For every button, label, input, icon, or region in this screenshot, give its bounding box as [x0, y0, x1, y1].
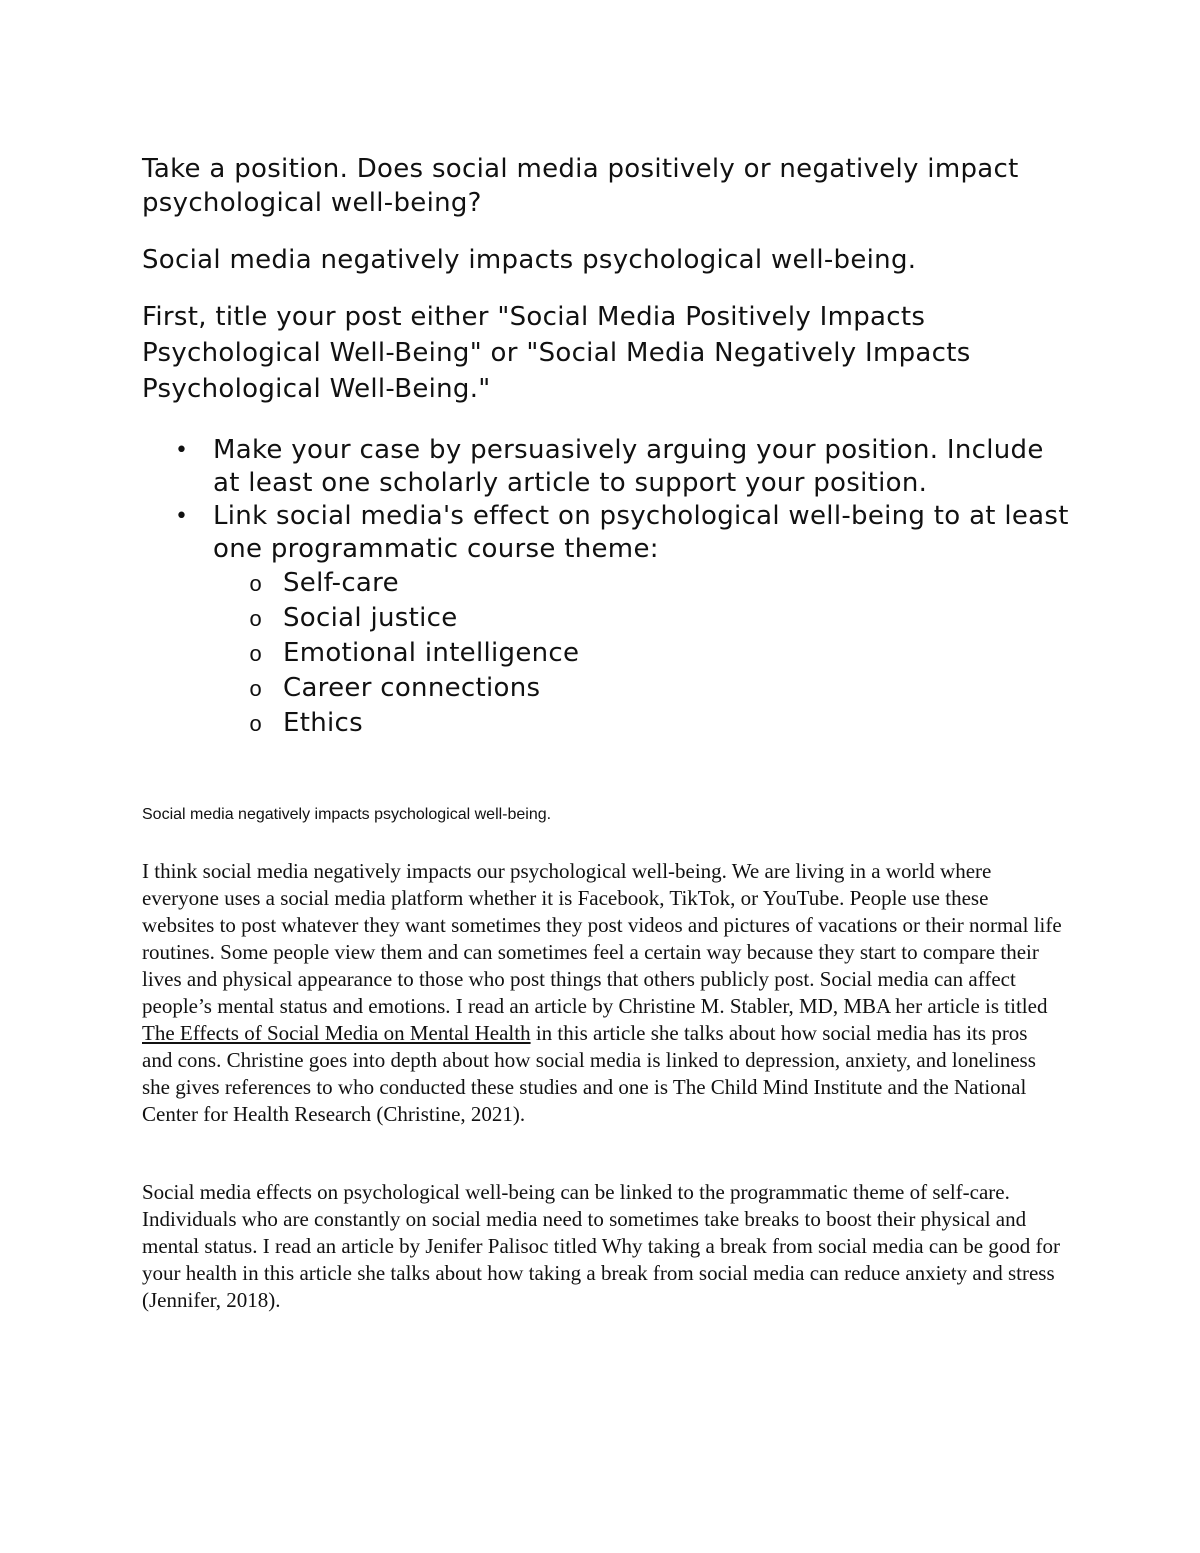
course-theme-label: Ethics	[283, 708, 363, 738]
requirement-item	[142, 500, 1072, 741]
course-theme-label: Social justice	[283, 603, 458, 633]
course-theme-item	[213, 601, 1072, 636]
course-theme-item	[213, 671, 1072, 706]
circle-bullet-icon: o	[249, 713, 263, 738]
prompt-position: Social media negatively impacts psychological well-being.	[142, 245, 917, 275]
circle-bullet-icon: o	[249, 643, 263, 668]
course-theme-label: Career connections	[283, 673, 541, 703]
circle-bullet-icon: o	[249, 678, 263, 703]
paragraph-text: in this article she talks about how social media has its pros and cons. Christine goes into depth about how social media is linked to depression, anxiety, and loneliness she gives references to who conducted these studies and one is The Child Mind Institute and the National Center for Health Research (Christine, 2021).	[142, 1021, 1036, 1126]
requirements-list	[142, 434, 1072, 741]
bullet-icon: •	[175, 438, 189, 463]
course-themes-list	[213, 566, 1072, 741]
course-theme-item	[213, 566, 1072, 601]
course-theme-item	[213, 636, 1072, 671]
response-paragraph-2: Social media effects on psychological well-being can be linked to the programmatic theme of self-care. Individuals who are constantly on social media need to sometimes take breaks to boost their physical and mental status. I read an article by Jenifer Palisoc titled Why taking a break from social media can be good for your health in this article she talks about how taking a break from social media can reduce anxiety and stress (Jennifer, 2018).	[142, 1180, 1061, 1312]
circle-bullet-icon: o	[249, 573, 263, 598]
article-link[interactable]: The Effects of Social Media on Mental Health	[142, 1021, 531, 1045]
response-title: Social media negatively impacts psychological well-being.	[142, 806, 552, 823]
course-theme-label: Emotional intelligence	[283, 638, 580, 668]
paragraph-text: I think social media negatively impacts our psychological well-being. We are living in a world where everyone uses a social media platform whether it is Facebook, TikTok, or YouTube. People use these websites to post whatever they want sometimes they post videos and pictures of vacations or their normal life routines. Some people view them and can sometimes feel a certain way because they start to compare their lives and physical appearance to those who post things that others publicly post. Social media can affect people’s mental status and emotions. I read an article by Christine M. Stabler, MD, MBA her article is titled	[142, 859, 1062, 1018]
prompt-instructions: First, title your post either "Social Media Positively Impacts Psychological Well-Being" or "Social Media Negatively Impacts Psychological Well-Being."	[142, 302, 971, 404]
circle-bullet-icon: o	[249, 608, 263, 633]
course-theme-item	[213, 706, 1072, 741]
prompt-question: Take a position. Does social media positively or negatively impact psychological well-being?	[142, 154, 1019, 218]
bullet-icon: •	[175, 504, 189, 529]
requirement-text: Link social media's effect on psychological well-being to at least one programmatic course theme:	[213, 501, 1069, 564]
course-theme-label: Self-care	[283, 568, 399, 598]
requirement-text: Make your case by persuasively arguing your position. Include at least one scholarly article to support your position.	[213, 435, 1044, 498]
requirement-item	[142, 434, 1072, 500]
response-paragraph-1	[142, 858, 1062, 1128]
